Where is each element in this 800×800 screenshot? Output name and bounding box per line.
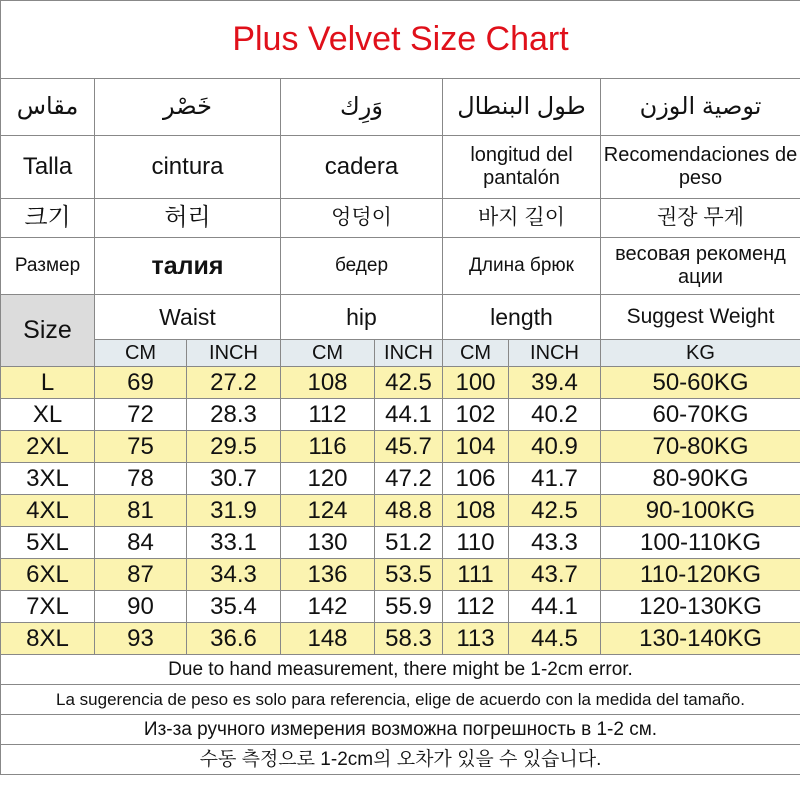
size-cell: 3XL [1,463,95,495]
header-waist-ar: خَصْر [95,79,281,136]
size-cell: 5XL [1,527,95,559]
waist-cm-cell: 87 [95,559,187,591]
hip-inch-cell: 45.7 [375,431,443,463]
weight-cell: 60-70KG [601,399,800,431]
waist-inch-cell: 29.5 [187,431,281,463]
size-cell: XL [1,399,95,431]
length-cm-cell: 111 [443,559,509,591]
table-row [1,623,800,655]
hip-inch-cell: 48.8 [375,495,443,527]
waist-inch-cell: 36.6 [187,623,281,655]
header-waist-en: Waist [95,295,281,340]
note-korean: 수동 측정으로 1-2cm의 오차가 있을 수 있습니다. [1,745,800,775]
length-inch-cell: 41.7 [509,463,601,495]
header-weight-ar: توصية الوزن [601,79,800,136]
note-row-ko [1,745,800,775]
note-row-ru [1,715,800,745]
weight-cell: 110-120KG [601,559,800,591]
waist-inch-cell: 30.7 [187,463,281,495]
weight-cell: 120-130KG [601,591,800,623]
header-length-en: length [443,295,601,340]
header-row-russian [1,238,800,295]
note-row-es [1,685,800,715]
weight-cell: 70-80KG [601,431,800,463]
header-hip-ar: وَرِك [281,79,443,136]
size-cell: 7XL [1,591,95,623]
length-inch-cell: 39.4 [509,367,601,399]
weight-cell: 130-140KG [601,623,800,655]
size-cell: 6XL [1,559,95,591]
waist-cm-cell: 78 [95,463,187,495]
header-hip-es: cadera [281,136,443,199]
note-english: Due to hand measurement, there might be 1-2cm error. [1,655,800,685]
unit-waist-inch: INCH [187,340,281,367]
header-weight-es: Recomendaciones de peso [601,136,800,199]
hip-cm-cell: 130 [281,527,375,559]
length-inch-cell: 40.9 [509,431,601,463]
waist-cm-cell: 90 [95,591,187,623]
hip-inch-cell: 47.2 [375,463,443,495]
table-row [1,591,800,623]
weight-cell: 50-60KG [601,367,800,399]
unit-waist-cm: CM [95,340,187,367]
waist-cm-cell: 72 [95,399,187,431]
header-size-ar: مقاس [1,79,95,136]
waist-inch-cell: 27.2 [187,367,281,399]
note-spanish: La sugerencia de peso es solo para referencia, elige de acuerdo con la medida del tamaño. [1,685,800,715]
header-weight-ko: 권장 무게 [601,199,800,238]
header-waist-es: cintura [95,136,281,199]
weight-cell: 80-90KG [601,463,800,495]
chart-title: Plus Velvet Size Chart [1,1,800,79]
waist-inch-cell: 35.4 [187,591,281,623]
hip-cm-cell: 142 [281,591,375,623]
waist-inch-cell: 34.3 [187,559,281,591]
table-row [1,559,800,591]
hip-inch-cell: 42.5 [375,367,443,399]
length-inch-cell: 44.5 [509,623,601,655]
header-length-ru: Длина брюк [443,238,601,295]
size-cell: L [1,367,95,399]
header-row-korean [1,199,800,238]
length-inch-cell: 40.2 [509,399,601,431]
hip-inch-cell: 53.5 [375,559,443,591]
length-cm-cell: 112 [443,591,509,623]
header-size-en: Size [1,295,95,367]
length-cm-cell: 102 [443,399,509,431]
waist-inch-cell: 31.9 [187,495,281,527]
table-row [1,527,800,559]
length-inch-cell: 43.7 [509,559,601,591]
hip-cm-cell: 124 [281,495,375,527]
weight-cell: 90-100KG [601,495,800,527]
hip-cm-cell: 148 [281,623,375,655]
waist-inch-cell: 28.3 [187,399,281,431]
header-row-spanish [1,136,800,199]
note-russian: Из-за ручного измерения возможна погрешность в 1-2 см. [1,715,800,745]
header-weight-en: Suggest Weight [601,295,800,340]
hip-inch-cell: 51.2 [375,527,443,559]
hip-cm-cell: 112 [281,399,375,431]
header-hip-ru: бедер [281,238,443,295]
header-hip-ko: 엉덩이 [281,199,443,238]
table-row [1,399,800,431]
size-cell: 8XL [1,623,95,655]
waist-cm-cell: 75 [95,431,187,463]
unit-row [1,340,800,367]
unit-weight-kg: KG [601,340,800,367]
header-waist-ko: 허리 [95,199,281,238]
header-row-english [1,295,800,340]
length-inch-cell: 43.3 [509,527,601,559]
hip-cm-cell: 120 [281,463,375,495]
waist-cm-cell: 81 [95,495,187,527]
note-row-en [1,655,800,685]
hip-cm-cell: 116 [281,431,375,463]
length-cm-cell: 110 [443,527,509,559]
length-inch-cell: 44.1 [509,591,601,623]
weight-cell: 100-110KG [601,527,800,559]
length-cm-cell: 100 [443,367,509,399]
hip-cm-cell: 108 [281,367,375,399]
waist-cm-cell: 93 [95,623,187,655]
hip-inch-cell: 58.3 [375,623,443,655]
header-row-arabic [1,79,800,136]
length-cm-cell: 113 [443,623,509,655]
unit-hip-inch: INCH [375,340,443,367]
hip-inch-cell: 55.9 [375,591,443,623]
header-waist-ru: талия [95,238,281,295]
length-cm-cell: 108 [443,495,509,527]
size-cell: 2XL [1,431,95,463]
hip-inch-cell: 44.1 [375,399,443,431]
header-length-ko: 바지 길이 [443,199,601,238]
length-inch-cell: 42.5 [509,495,601,527]
waist-cm-cell: 84 [95,527,187,559]
header-size-ko: 크기 [1,199,95,238]
size-cell: 4XL [1,495,95,527]
length-cm-cell: 104 [443,431,509,463]
header-weight-ru: весовая рекоменд ации [601,238,800,295]
header-size-es: Talla [1,136,95,199]
size-data-body [1,367,800,655]
table-row [1,431,800,463]
unit-length-inch: INCH [509,340,601,367]
hip-cm-cell: 136 [281,559,375,591]
table-row [1,463,800,495]
header-length-es: longitud del pantalón [443,136,601,199]
header-length-ar: طول البنطال [443,79,601,136]
table-row [1,367,800,399]
unit-hip-cm: CM [281,340,375,367]
waist-inch-cell: 33.1 [187,527,281,559]
header-hip-en: hip [281,295,443,340]
unit-length-cm: CM [443,340,509,367]
table-row [1,495,800,527]
waist-cm-cell: 69 [95,367,187,399]
header-size-ru: Размер [1,238,95,295]
length-cm-cell: 106 [443,463,509,495]
